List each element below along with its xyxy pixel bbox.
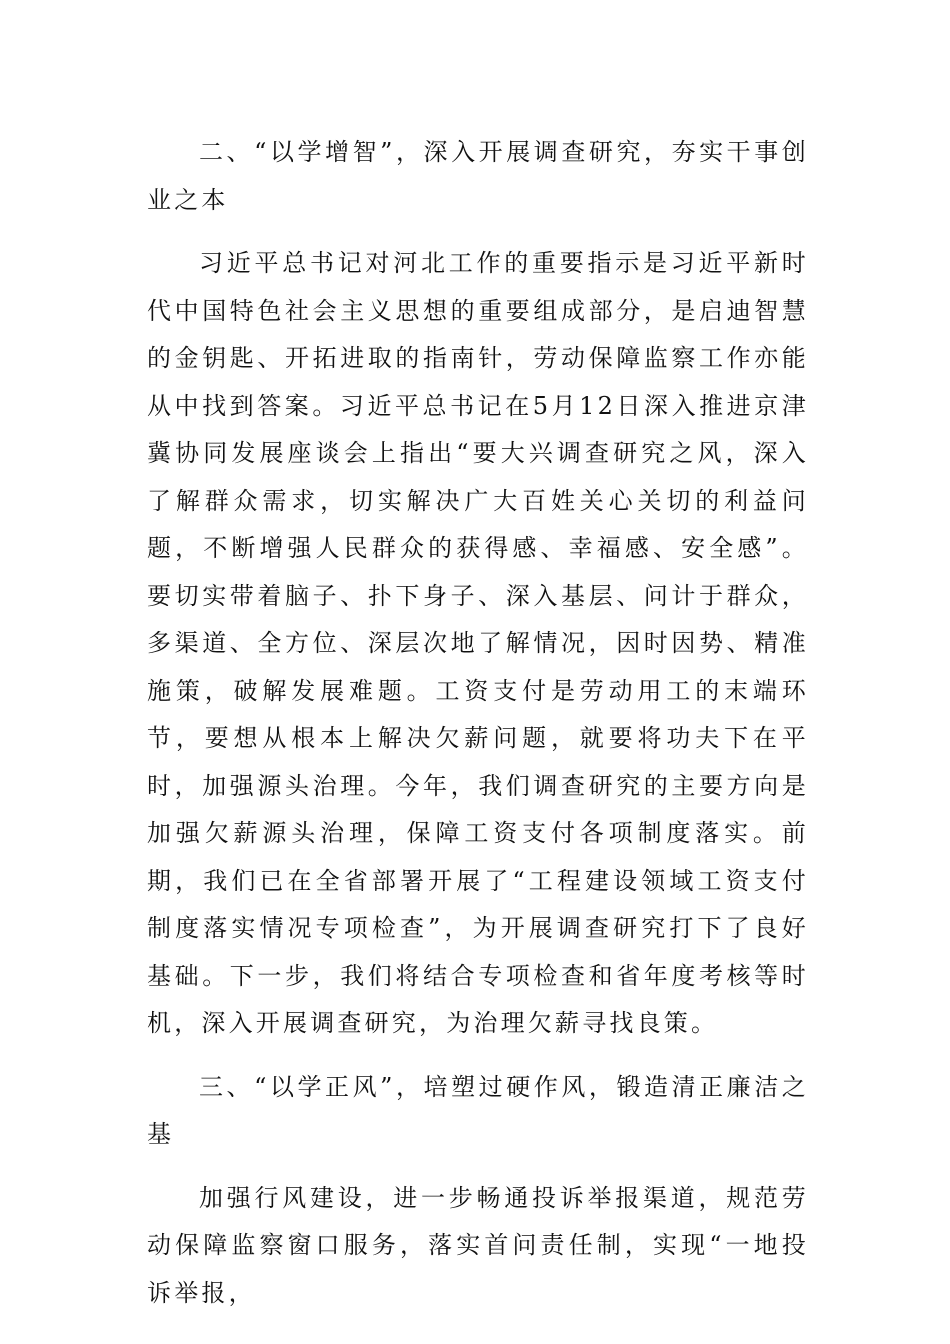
document-body bbox=[147, 129, 809, 1317]
body-paragraph: 习近平总书记对河北工作的重要指示是习近平新时代中国特色社会主义思想的重要组成部分，是启迪智慧的金钥匙、开拓进取的指南针，劳动保障监察工作亦能从中找到答案。习近平总书记在5月12日深入推进京津冀协同发展座谈会上指出“要大兴调查研究之风，深入了解群众需求，切实解决广大百姓关心关切的利益问题，不断增强人民群众的获得感、幸福感、安全感”。要切实带着脑子、扑下身子、深入基层、问计于群众，多渠道、全方位、深层次地了解情况，因时因势、精准施策，破解发展难题。工资支付是劳动用工的末端环节，要想从根本上解决欠薪问题，就要将功夫下在平时，加强源头治理。今年，我们调查研究的主要方向是加强欠薪源头治理，保障工资支付各项制度落实。前期，我们已在全省部署开展了“工程建设领域工资支付制度落实情况专项检查”，为开展调查研究打下了良好基础。下一步，我们将结合专项检查和省年度考核等时机，深入开展调查研究，为治理欠薪寻找良策。 bbox=[147, 249, 809, 1037]
section-heading-3: 三、“以学正风”，培塑过硬作风，锻造清正廉洁之基 bbox=[147, 1072, 809, 1148]
body-paragraph: 加强行风建设，进一步畅通投诉举报渠道，规范劳动保障监察窗口服务，落实首问责任制，实现“一地投诉举报， bbox=[147, 1183, 809, 1307]
section-heading-2: 二、“以学增智”，深入开展调查研究，夯实干事创业之本 bbox=[147, 138, 809, 214]
